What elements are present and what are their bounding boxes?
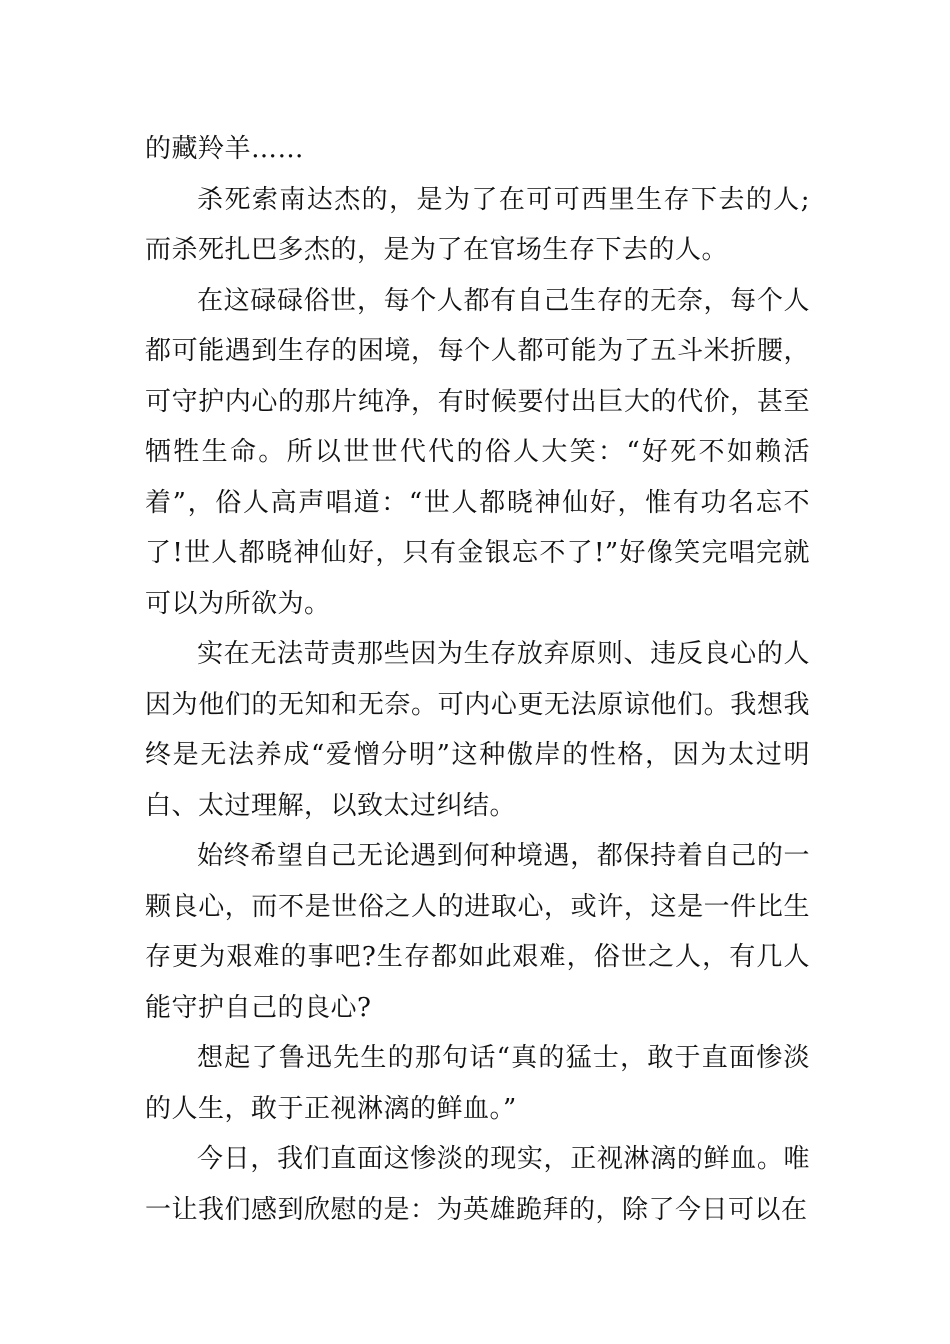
paragraph: 实在无法苛责那些因为生存放弃原则、违反良心的人因为他们的无知和无奈。可内心更无法原谅他们。我想我终是无法养成“爱憎分明”这种傲岸的性格，因为太过明白、太过理解，以致太过纠结。 bbox=[145, 639, 810, 821]
document-body bbox=[145, 124, 810, 1235]
paragraph: 杀死索南达杰的，是为了在可可西里生存下去的人;而杀死扎巴多杰的，是为了在官场生存下去的人。 bbox=[145, 184, 810, 265]
paragraph: 今日，我们直面这惨淡的现实，正视淋漓的鲜血。唯一让我们感到欣慰的是：为英雄跪拜的，除了今日可以在 bbox=[145, 1144, 810, 1225]
paragraph: 想起了鲁迅先生的那句话“真的猛士，敢于直面惨淡的人生，敢于正视淋漓的鲜血。” bbox=[145, 1043, 810, 1124]
paragraph-continuation: 的藏羚羊…… bbox=[145, 134, 305, 164]
paragraph: 始终希望自己无论遇到何种境遇，都保持着自己的一颗良心，而不是世俗之人的进取心，或许，这是一件比生存更为艰难的事吧?生存都如此艰难，俗世之人，有几人能守护自己的良心? bbox=[145, 841, 810, 1023]
paragraph: 在这碌碌俗世，每个人都有自己生存的无奈，每个人都可能遇到生存的困境，每个人都可能为了五斗米折腰，可守护内心的那片纯净，有时候要付出巨大的代价，甚至牺牲生命。所以世世代代的俗人大笑：“好死不如赖活着”，俗人高声唱道：“世人都晓神仙好，惟有功名忘不了!世人都晓神仙好，只有金银忘不了!”好像笑完唱完就可以为所欲为。 bbox=[145, 285, 810, 619]
